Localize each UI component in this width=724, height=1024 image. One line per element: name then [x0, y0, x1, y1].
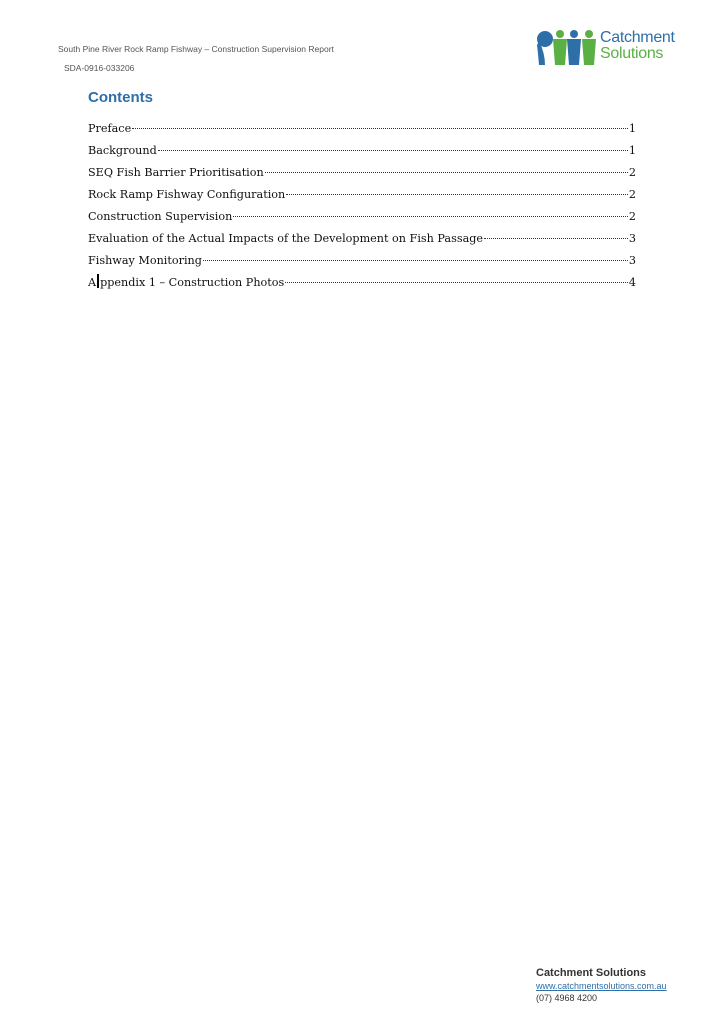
- toc-dot-leader: [285, 282, 628, 283]
- footer-website-link[interactable]: www.catchmentsolutions.com.au: [536, 981, 667, 991]
- toc-page-number[interactable]: 2: [628, 188, 636, 201]
- logo-line-catchment: Catchment: [600, 29, 675, 46]
- toc-page-number[interactable]: 1: [628, 122, 636, 135]
- people-figures-logo-icon: [536, 27, 598, 67]
- toc-dot-leader: [233, 216, 628, 217]
- header-document-title: South Pine River Rock Ramp Fishway – Construction Supervision Report: [58, 44, 334, 54]
- toc-entry-fishway-monitoring[interactable]: [88, 250, 636, 272]
- toc-entry-seq-fish-barrier[interactable]: [88, 162, 636, 184]
- toc-entry-text-start: A: [88, 276, 97, 289]
- text-cursor-caret: [97, 274, 99, 288]
- catchment-solutions-logo: [536, 27, 696, 67]
- toc-entry-appendix-1[interactable]: [88, 272, 636, 294]
- toc-entry-text[interactable]: Fishway Monitoring: [88, 254, 202, 267]
- toc-page-number[interactable]: 1: [628, 144, 636, 157]
- contents-heading: Contents: [88, 89, 153, 106]
- toc-dot-leader: [484, 238, 628, 239]
- toc-dot-leader: [286, 194, 628, 195]
- toc-entry-text[interactable]: Background: [88, 144, 157, 157]
- toc-dot-leader: [158, 150, 628, 151]
- toc-dot-leader: [132, 128, 628, 129]
- toc-entry-preface[interactable]: [88, 118, 636, 140]
- toc-dot-leader: [203, 260, 628, 261]
- footer-phone-number: (07) 4968 4200: [536, 993, 598, 1003]
- toc-entry-rock-ramp-config[interactable]: [88, 184, 636, 206]
- table-of-contents: [88, 118, 636, 294]
- toc-entry-background[interactable]: [88, 140, 636, 162]
- toc-page-number[interactable]: 3: [628, 254, 636, 267]
- toc-entry-text-rest: ppendix 1 – Construction Photos: [100, 276, 285, 289]
- footer-contact: [536, 967, 667, 1003]
- toc-dot-leader: [265, 172, 628, 173]
- toc-page-number[interactable]: 3: [628, 232, 636, 245]
- toc-page-number[interactable]: 2: [628, 210, 636, 223]
- toc-entry-text[interactable]: SEQ Fish Barrier Prioritisation: [88, 166, 264, 179]
- footer-company-name: Catchment Solutions: [536, 967, 647, 979]
- header-reference-number: SDA-0916-033206: [64, 63, 135, 73]
- logo-line-solutions: Solutions: [600, 45, 664, 62]
- toc-entry-construction-supervision[interactable]: [88, 206, 636, 228]
- toc-page-number[interactable]: 2: [628, 166, 636, 179]
- logo-wordmark: [600, 30, 675, 62]
- toc-entry-text[interactable]: Rock Ramp Fishway Configuration: [88, 188, 286, 201]
- toc-entry-text[interactable]: Construction Supervision: [88, 210, 233, 223]
- toc-page-number[interactable]: 4: [628, 276, 636, 289]
- toc-entry-text[interactable]: Preface: [88, 122, 132, 135]
- toc-entry-text[interactable]: Evaluation of the Actual Impacts of the Development on Fish Passage: [88, 232, 484, 245]
- toc-entry-evaluation[interactable]: [88, 228, 636, 250]
- toc-entry-text[interactable]: [88, 272, 284, 294]
